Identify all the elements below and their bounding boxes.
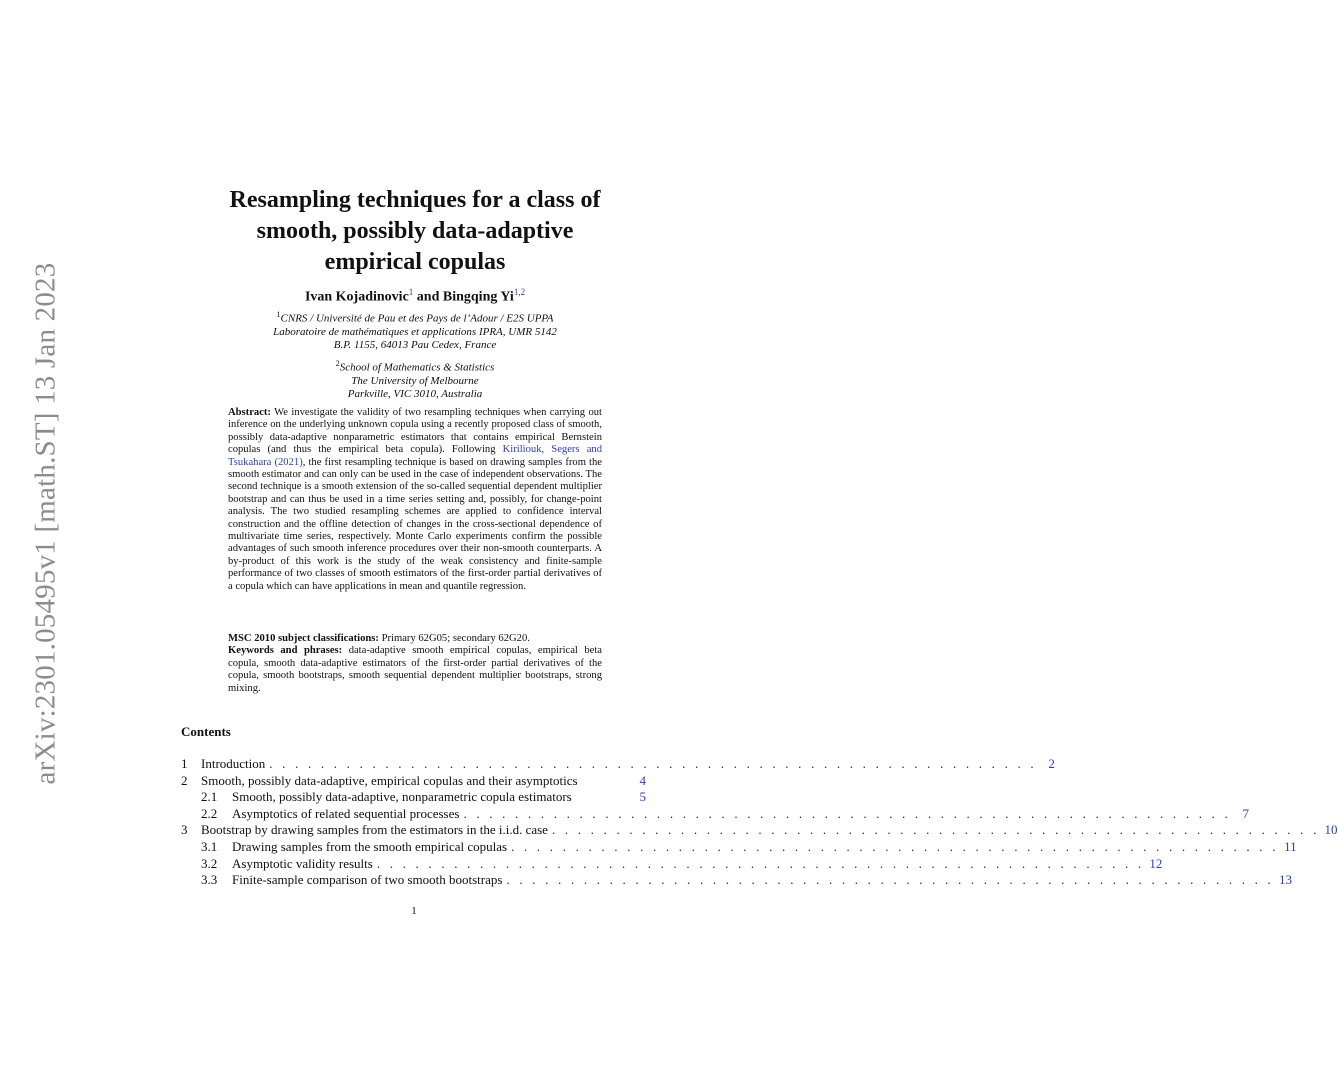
toc-leader-dots: . . . . . . . . . . . . . . . . . . . . . . . . . . . . . . . . . . . . . . . . . . . . . . . . . . . . . . . . . . . . [551, 822, 1320, 838]
toc-entry-label: Finite-sample comparison of two smooth bootstraps [232, 872, 503, 888]
toc-page-link[interactable]: 11 [1284, 838, 1297, 854]
toc-entry-number: 2.2 [201, 805, 218, 821]
toc-leader-dots: . . . . . . . . . . . . . . . . . . . . . . . . . . . . . . . . . . . . . . . . . . . . . . . . . . . . . . . . . . . . [376, 855, 1145, 871]
affiliation-line: Laboratoire de mathématiques et applications IPRA, UMR 5142 [273, 326, 557, 339]
keywords-text: data-adaptive smooth empirical copulas, empirical beta copula, smooth data-adaptive estimators of the first-order partial derivatives of the copula, smooth bootstraps, smooth sequential dependent multiplier bootstraps, strong mixing. [228, 645, 602, 694]
toc-entry[interactable] [181, 756, 1055, 773]
abstract-label: Abstract: [228, 407, 271, 418]
affiliation-mark: 1 [276, 310, 281, 319]
toc-leader-dots: . . . . . . . . . . . . . . . . . . . . . . . . . . . . . . . . . . . . . . . . . . . . . . . . . . . . . . . . . . . . [463, 805, 1231, 821]
toc-entry[interactable] [181, 822, 1338, 839]
arxiv-identifier: arXiv:2301.05495v1 [math.ST] 13 Jan 2023 [29, 262, 62, 784]
keywords [228, 645, 602, 695]
toc-entry-label: Smooth, possibly data-adaptive, empirical copulas and their asymptotics [201, 772, 578, 788]
affiliation-line: The University of Melbourne [351, 375, 479, 388]
affiliation-line: Parkville, VIC 3010, Australia [347, 388, 483, 401]
citation-link[interactable]: Kiriliouk, Segers and Tsukahara (2021) [228, 444, 602, 468]
toc-entry-label: Asymptotics of related sequential processes [232, 805, 460, 821]
title-line: Resampling techniques for a class of [229, 187, 601, 213]
toc-entry-number: 1 [181, 756, 188, 771]
author-affiliation-mark[interactable]: 1 [408, 287, 414, 297]
toc-page-link[interactable]: 12 [1149, 855, 1163, 871]
toc-entry-label: Introduction [201, 756, 266, 771]
toc-entry-number: 3 [181, 822, 188, 838]
page-number: 1 [411, 905, 417, 917]
toc-entry[interactable] [181, 805, 1249, 823]
affiliation-line: $^2$School of Mathematics & Statistics [335, 359, 495, 374]
author-name: Bingqing Yi [442, 289, 514, 305]
author-list [180, 287, 650, 306]
toc-page-link[interactable]: 10 [1324, 822, 1338, 838]
toc-entry[interactable] [181, 789, 646, 806]
abstract-text: , the first resampling technique is based on drawing samples from the smooth estimator and can only can be used in the case of independent observations. The second technique is a smooth extension of the so-called sequential dependent multiplier bootstrap and can thus be used in a time series setting and, possibly, for change-point analysis. The two studied resampling schemes are applied to confidence interval construction and the offline detection of changes in the cross-sectional dependence of multivariate time series, respectively. Monte Carlo experiments confirm the possible advantages of such smooth inference procedures over their non-smooth counterparts. A by-product of this work is the study of the weak consistency and finite-sample performance of two classes of smooth estimators of the first-order partial derivatives of a copula which can have applications in mean and quantile regression. [228, 456, 602, 592]
author-conjunction: and [416, 289, 440, 305]
toc-page-link[interactable]: 7 [1242, 805, 1249, 821]
toc-entry-number: 3.1 [201, 838, 218, 854]
affiliation-mark: 2 [335, 359, 340, 368]
author-affiliation-mark[interactable]: 1,2 [513, 287, 526, 297]
affiliation-line: $^1$CNRS / Université de Pau et des Pays de l’Adour / E2S UPPA [276, 310, 554, 325]
abstract [228, 407, 602, 593]
contents-heading: Contents [181, 724, 231, 739]
msc-text: Primary 62G05; secondary 62G20. [381, 633, 530, 644]
affiliation-2 [180, 357, 650, 402]
toc-entry[interactable] [181, 855, 1163, 873]
paper-title [180, 185, 650, 278]
toc-entry[interactable] [181, 872, 1293, 889]
toc-entry-label: Smooth, possibly data-adaptive, nonparametric copula estimators [232, 789, 572, 805]
arxiv-stamp [24, 262, 68, 784]
toc-leader-dots: . . . . . . . . . . . . . . . . . . . . . . . . . . . . . . . . . . . . . . . . . . . . . . . . . . . . . . . . . . . . [511, 838, 1279, 854]
author-name: Ivan Kojadinovic [304, 289, 409, 305]
toc-entry[interactable] [181, 773, 646, 790]
title-line: smooth, possibly data-adaptive [256, 218, 574, 244]
classification-block [228, 633, 602, 695]
affiliation-line: B.P. 1155, 64013 Pau Cedex, France [333, 339, 497, 352]
toc-entry-number: 3.2 [201, 855, 218, 871]
toc-entry-label: Asymptotic validity results [232, 855, 373, 871]
toc-leader-dots: . . . . . . . . . . . . . . . . . . . . . . . . . . . . . . . . . . . . . . . . . . . . . . . . . . . . . . . . . . . . [506, 872, 1275, 888]
toc-leader-dots: . . . . . . . . . . . . . . . . . . . . . . . . . . . . . . . . . . . . . . . . . . . . . . . . . . . . . . . . . . . . [269, 756, 1037, 771]
toc-page-link[interactable]: 2 [1048, 756, 1055, 771]
toc-page-link[interactable]: 5 [639, 789, 646, 805]
toc-entry-label: Drawing samples from the smooth empirical copulas [232, 838, 508, 854]
keywords-label: Keywords and phrases: [228, 645, 343, 657]
abstract-text: We investigate the validity of two resampling techniques when carrying out inference on the underlying unknown copula using a recently proposed class of smooth, possibly data-adaptive nonparametric estimators that contains empirical Bernstein copulas (and thus the empirical beta copula). Following [228, 407, 602, 456]
toc-entry[interactable] [181, 838, 1297, 856]
toc-entry-number: 2 [181, 772, 188, 788]
affiliation-1 [180, 308, 650, 353]
msc-label: MSC 2010 subject classifications: [228, 633, 379, 644]
toc-entry-label: Bootstrap by drawing samples from the estimators in the i.i.d. case [201, 822, 548, 838]
toc-page-link[interactable]: 13 [1279, 872, 1293, 888]
msc-classification [228, 633, 602, 645]
title-line: empirical copulas [324, 249, 506, 275]
toc-page-link[interactable]: 4 [639, 772, 646, 788]
toc-entry-number: 2.1 [201, 789, 218, 805]
toc-entry-number: 3.3 [201, 872, 218, 888]
table-of-contents [181, 756, 1338, 889]
